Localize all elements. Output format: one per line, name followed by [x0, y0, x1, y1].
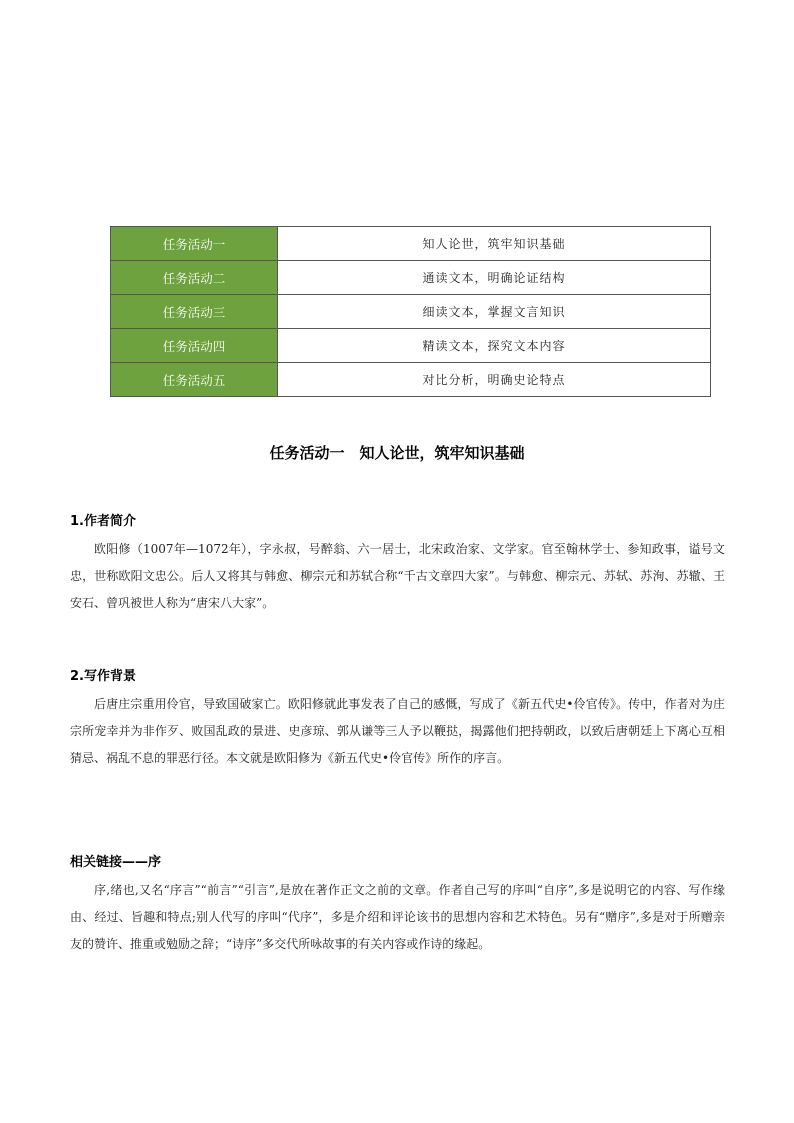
task-description: 知人论世，筑牢知识基础: [278, 227, 711, 261]
related-paragraph: 序,绪也,又名“序言”“前言”“引言”,是放在著作正文之前的文章。作者自己写的序叫“自序”,多是说明它的内容、写作缘由、经过、旨趣和特点;别人代写的序叫“代序”，多是介绍和评论该书的思想内容和艺术特色。另有“赠序”,多是对于所赠亲友的赞许、推重或勉励之辞；“诗序”多交代所咏故事的有关内容或作诗的缘起。: [70, 883, 725, 951]
task-description: 精读文本，探究文本内容: [278, 329, 711, 363]
task-label: 任务活动二: [111, 261, 278, 295]
table-row: [111, 295, 711, 329]
table-row: [111, 363, 711, 397]
task-label: 任务活动五: [111, 363, 278, 397]
task-description: 对比分析，明确史论特点: [278, 363, 711, 397]
author-paragraph: 欧阳修（1007年—1072年），字永叔，号醉翁、六一居士，北宋政治家、文学家。官至翰林学士、参知政事，谥号文忠，世称欧阳文忠公。后人又将其与韩愈、柳宗元和苏轼合称“千古文章四大家”。与韩愈、柳宗元、苏轼、苏洵、苏辙、王安石、曾巩被世人称为“唐宋八大家”。: [70, 542, 725, 610]
task-activity-table: [110, 226, 711, 397]
background-paragraph: 后唐庄宗重用伶官，导致国破家亡。欧阳修就此事发表了自己的感慨，写成了《新五代史•伶官传》。传中，作者对为庄宗所宠幸并为非作歹、败国乱政的景进、史彦琼、郭从谦等三人予以鞭挞，揭露他们把持朝政，以致后唐朝廷上下离心互相猜忌、祸乱不息的罪恶行径。本文就是欧阳修为《新五代史•伶官传》所作的序言。: [70, 697, 725, 765]
section-title: 任务活动一 知人论世，筑牢知识基础: [269, 444, 525, 462]
task-description: 细读文本，掌握文言知识: [278, 295, 711, 329]
task-description: 通读文本，明确论证结构: [278, 261, 711, 295]
table-row: [111, 329, 711, 363]
task-label: 任务活动一: [111, 227, 278, 261]
task-label: 任务活动三: [111, 295, 278, 329]
related-heading: 相关链接——序: [70, 855, 162, 870]
table-row: [111, 261, 711, 295]
table-row: [111, 227, 711, 261]
author-heading: 1.作者简介: [70, 514, 136, 529]
background-heading: 2.写作背景: [70, 669, 136, 684]
task-label: 任务活动四: [111, 329, 278, 363]
